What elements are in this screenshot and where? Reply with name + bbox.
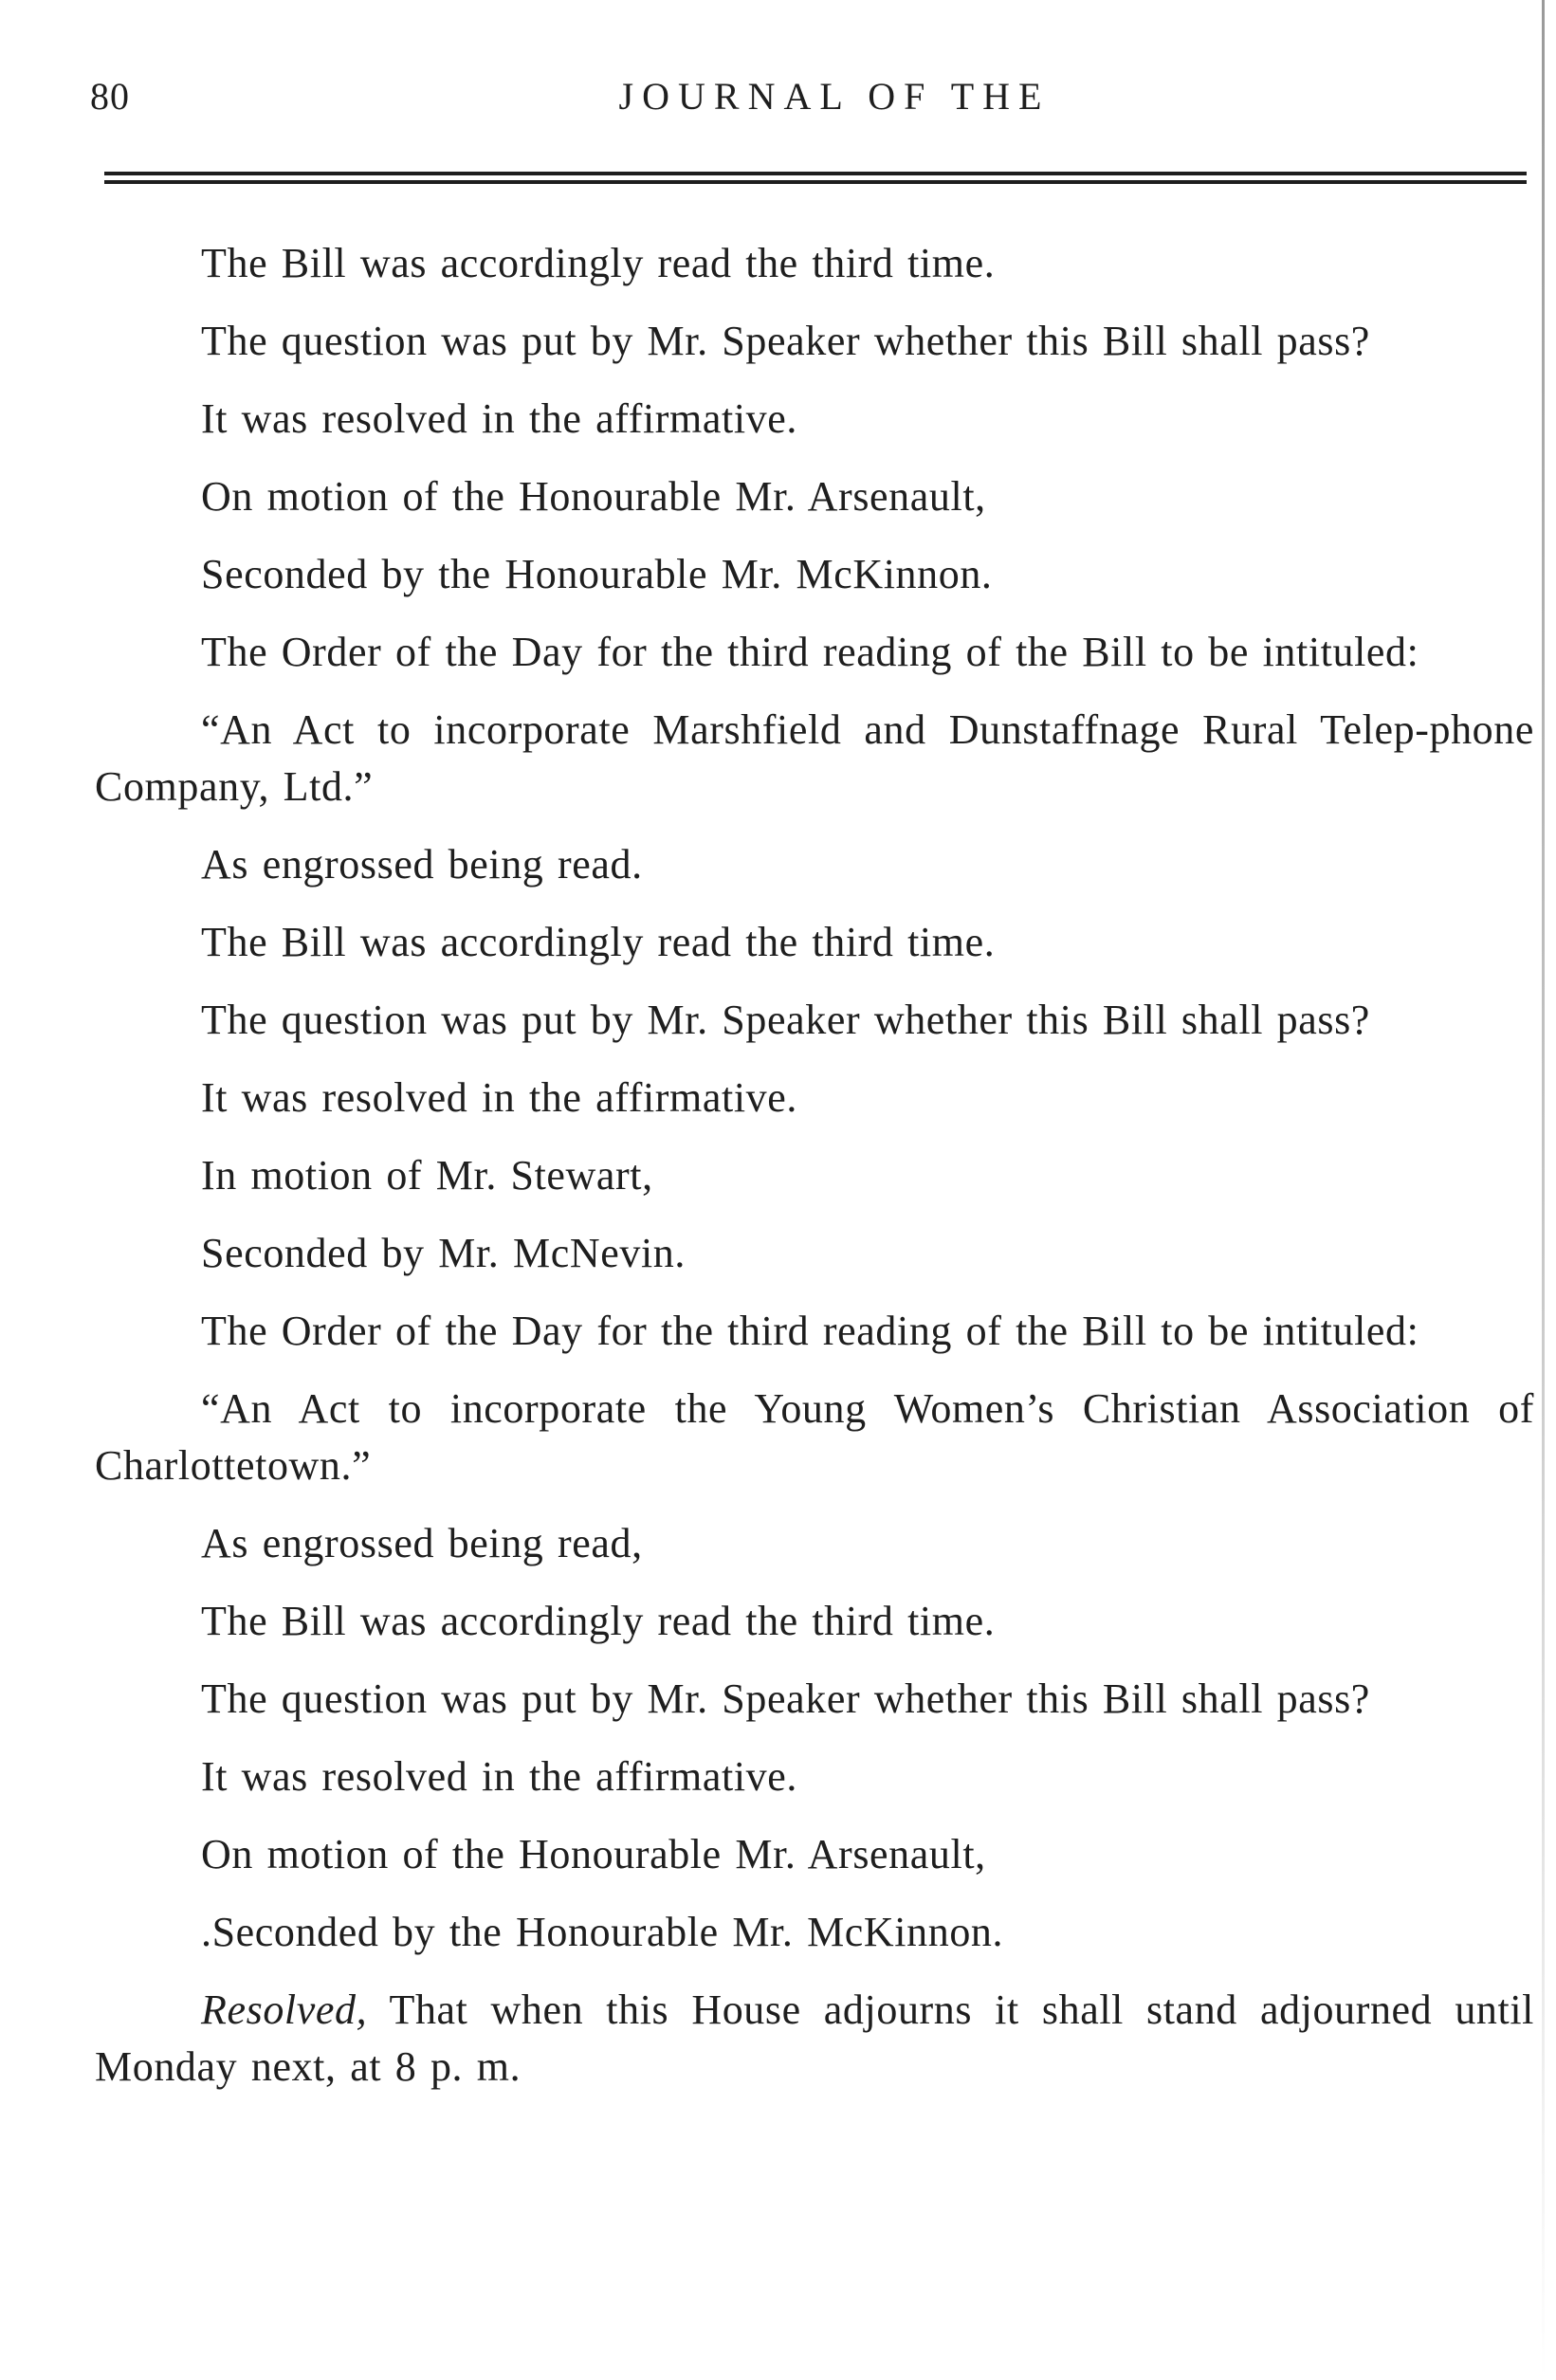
paragraph: The Bill was accordingly read the third time. xyxy=(201,1598,996,1644)
bill-title-quote: “An Act to incorporate Marshfield and Dunstaffnage Rural Telep-phone Company, Ltd.” xyxy=(95,706,1534,810)
paragraph: The question was put by Mr. Speaker whether this Bill shall pass? xyxy=(201,318,1370,364)
resolved-lead: Resolved, xyxy=(201,1986,368,2033)
resolution-paragraph xyxy=(95,1982,1534,2096)
paragraph: The Order of the Day for the third reading of the Bill to be intituled: xyxy=(201,629,1419,675)
paragraph: It was resolved in the affirmative. xyxy=(201,395,797,442)
paragraph: The question was put by Mr. Speaker whether this Bill shall pass? xyxy=(201,1675,1370,1722)
paragraph: The question was put by Mr. Speaker whether this Bill shall pass? xyxy=(201,997,1370,1043)
paragraph: The Bill was accordingly read the third time. xyxy=(201,240,996,286)
journal-body xyxy=(95,235,1534,2096)
header-rule-top xyxy=(104,172,1527,175)
paragraph: As engrossed being read, xyxy=(201,1520,643,1566)
paragraph: On motion of the Honourable Mr. Arsenault, xyxy=(201,473,986,520)
page-edge-shadow xyxy=(1542,0,1545,2380)
paragraph: .Seconded by the Honourable Mr. McKinnon. xyxy=(201,1909,1004,1955)
paragraph: It was resolved in the affirmative. xyxy=(201,1074,797,1121)
running-title: JOURNAL OF THE xyxy=(618,75,1051,118)
page-number: 80 xyxy=(90,75,130,118)
paragraph: Seconded by Mr. McNevin. xyxy=(201,1230,686,1276)
header-rule-bottom xyxy=(104,180,1527,184)
bill-title-quote: “An Act to incorporate the Young Women’s Christian Association of Charlottetown.” xyxy=(95,1385,1534,1489)
paragraph: As engrossed being read. xyxy=(201,841,643,888)
paragraph: It was resolved in the affirmative. xyxy=(201,1753,797,1800)
paragraph: The Order of the Day for the third reading of the Bill to be intituled: xyxy=(201,1308,1419,1354)
paragraph: Seconded by the Honourable Mr. McKinnon. xyxy=(201,551,993,597)
paragraph: The Bill was accordingly read the third time. xyxy=(201,919,996,965)
paragraph: On motion of the Honourable Mr. Arsenault, xyxy=(201,1831,986,1877)
paragraph: In motion of Mr. Stewart, xyxy=(201,1152,653,1199)
resolution-text: That when this House adjourns it shall stand adjourned until Monday next, at 8 p. m. xyxy=(95,1986,1534,2090)
page-header xyxy=(90,74,1522,121)
